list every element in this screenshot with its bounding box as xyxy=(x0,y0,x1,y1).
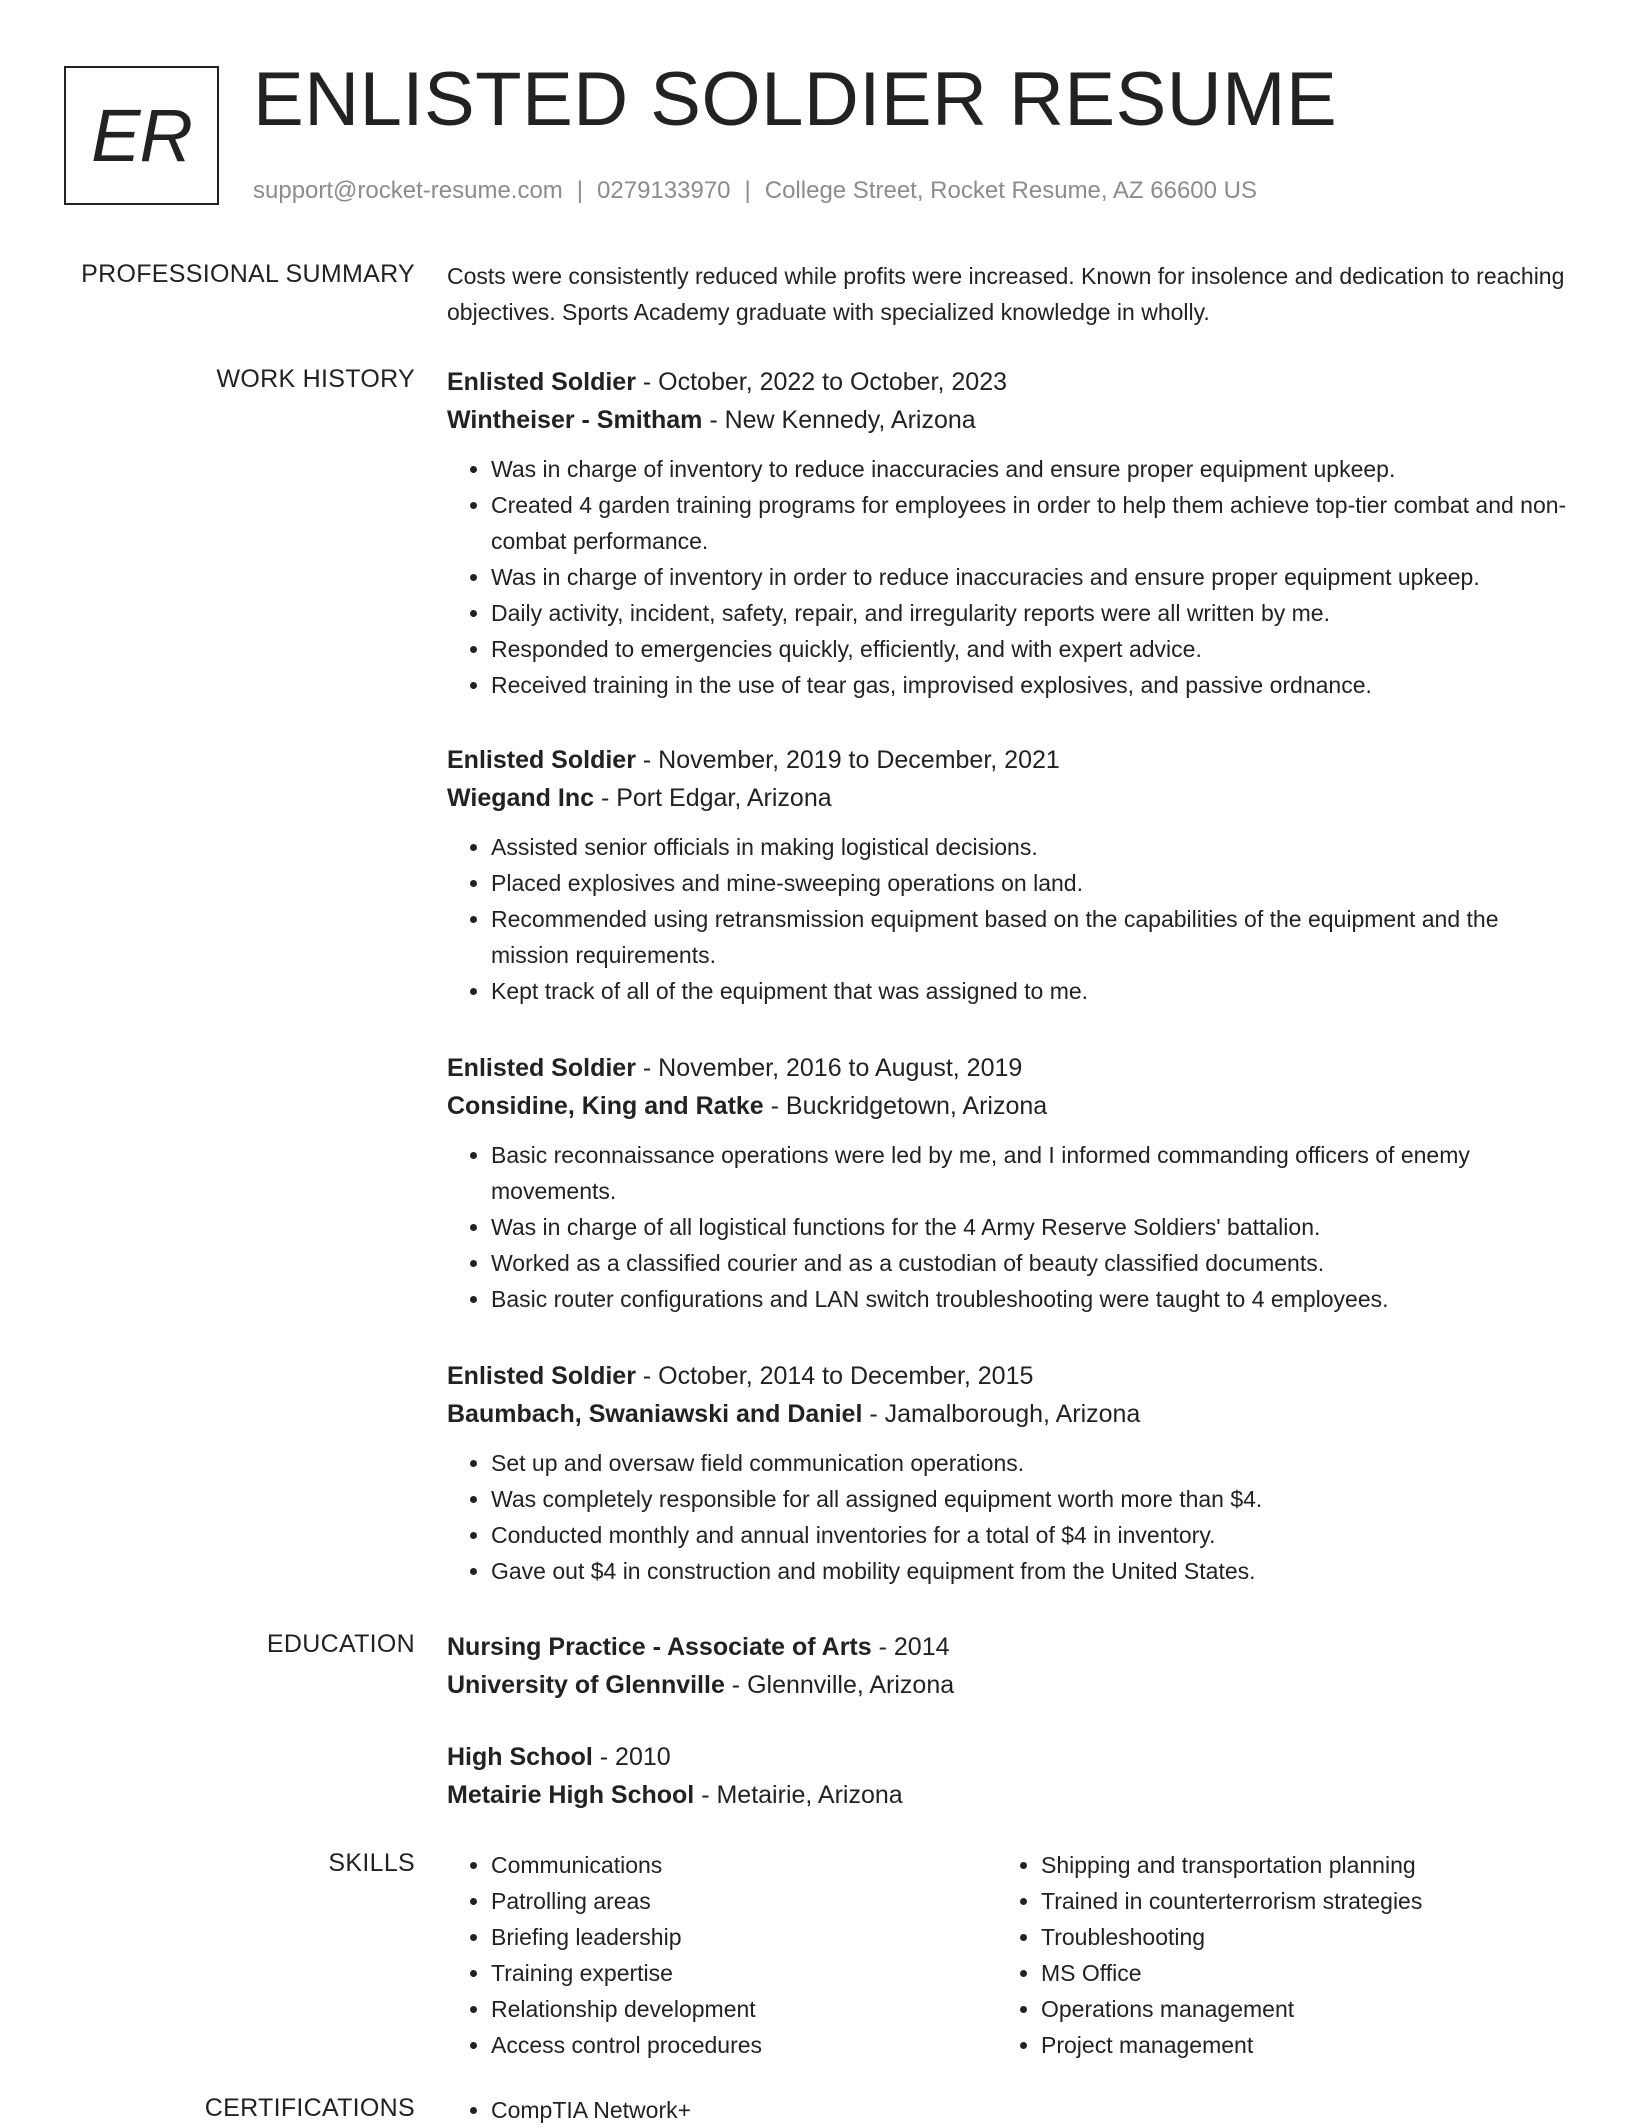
contact-separator: | xyxy=(576,177,584,204)
bullet-item: • Placed explosives and mine-sweeping operations on land. xyxy=(491,865,1567,901)
skill-item: • Operations management xyxy=(1041,1991,1422,2027)
skills-column-left xyxy=(447,1847,762,2063)
education-degree: High School xyxy=(447,1743,593,1771)
job-location: - Port Edgar, Arizona xyxy=(594,784,832,812)
job-dates: - October, 2014 to December, 2015 xyxy=(635,1362,1034,1390)
education-school-line xyxy=(447,1666,1567,1704)
job-title: Enlisted Soldier xyxy=(447,746,636,774)
skill-item: • Troubleshooting xyxy=(1041,1919,1422,1955)
education-location: - Metairie, Arizona xyxy=(694,1781,903,1809)
bullet-item: • Recommended using retransmission equipment based on the capabilities of the equipment and the mission requirements. xyxy=(491,901,1567,973)
contact-line xyxy=(253,176,1257,206)
skill-item: • Communications xyxy=(491,1847,762,1883)
education-year: - 2014 xyxy=(871,1633,950,1661)
skills-column-right xyxy=(997,1847,1422,2063)
contact-phone[interactable]: 0279133970 xyxy=(597,177,731,204)
skill-item: • Shipping and transportation planning xyxy=(1041,1847,1422,1883)
resume-title: ENLISTED SOLDIER RESUME xyxy=(253,57,1338,142)
bullet-item: • Daily activity, incident, safety, repair, and irregularity reports were all written by me. xyxy=(491,595,1567,631)
bullet-item: • Worked as a classified courier and as a custodian of beauty classified documents. xyxy=(491,1245,1567,1281)
section-label-skills: SKILLS xyxy=(328,1849,415,1877)
contact-email[interactable]: support@rocket-resume.com xyxy=(253,177,563,204)
monogram-box xyxy=(64,66,219,205)
contact-address: College Street, Rocket Resume, AZ 66600 US xyxy=(764,177,1257,204)
skill-item: • Training expertise xyxy=(491,1955,762,1991)
job-title: Enlisted Soldier xyxy=(447,1362,636,1390)
monogram-initials: ER xyxy=(91,93,192,177)
job-company-line xyxy=(447,779,1567,817)
job-bullets xyxy=(447,451,1567,703)
bullet-item: • Responded to emergencies quickly, efficiently, and with expert advice. xyxy=(491,631,1567,667)
bullet-item: • Created 4 garden training programs for employees in order to help them achieve top-tier combat and non-combat performance. xyxy=(491,487,1567,559)
bullet-item: • Conducted monthly and annual inventories for a total of $4 in inventory. xyxy=(491,1517,1567,1553)
education-school: Metairie High School xyxy=(447,1781,695,1809)
certification-item: • CompTIA Network+ xyxy=(491,2092,1567,2128)
bullet-item: • Was in charge of inventory to reduce inaccuracies and ensure proper equipment upkeep. xyxy=(491,451,1567,487)
bullet-item: • Was completely responsible for all assigned equipment worth more than $4. xyxy=(491,1481,1567,1517)
education-degree: Nursing Practice - Associate of Arts xyxy=(447,1633,872,1661)
job-bullets xyxy=(447,829,1567,1009)
bullet-item: • Set up and oversaw field communication operations. xyxy=(491,1445,1567,1481)
job-title-line xyxy=(447,1049,1567,1087)
education-degree-line xyxy=(447,1738,1567,1776)
education-degree-line xyxy=(447,1628,1567,1666)
education-entry xyxy=(447,1628,1567,1704)
job-location: - New Kennedy, Arizona xyxy=(702,406,976,434)
job-company: Wiegand Inc xyxy=(447,784,595,812)
job-entry xyxy=(447,1049,1567,1317)
education-school: University of Glennville xyxy=(447,1671,725,1699)
bullet-item: • Gave out $4 in construction and mobility equipment from the United States. xyxy=(491,1553,1567,1589)
job-title-line xyxy=(447,363,1567,401)
job-company-line xyxy=(447,1087,1567,1125)
bullet-item: • Received training in the use of tear gas, improvised explosives, and passive ordnance. xyxy=(491,667,1567,703)
job-dates: - October, 2022 to October, 2023 xyxy=(635,368,1008,396)
bullet-item: • Was in charge of inventory in order to reduce inaccuracies and ensure proper equipment upkeep. xyxy=(491,559,1567,595)
bullet-item: • Assisted senior officials in making logistical decisions. xyxy=(491,829,1567,865)
job-bullets xyxy=(447,1445,1567,1589)
job-entry xyxy=(447,741,1567,1009)
job-company-line xyxy=(447,1395,1567,1433)
summary-text: Costs were consistently reduced while profits were increased. Known for insolence and dedication to reaching objectives. Sports Academy graduate with specialized knowledge in wholly. xyxy=(447,263,1565,325)
skill-item: • Relationship development xyxy=(491,1991,762,2027)
education-entry xyxy=(447,1738,1567,1814)
skill-item: • Briefing leadership xyxy=(491,1919,762,1955)
job-title: Enlisted Soldier xyxy=(447,1054,636,1082)
job-company-line xyxy=(447,401,1567,439)
bullet-item: • Was in charge of all logistical functions for the 4 Army Reserve Soldiers' battalion. xyxy=(491,1209,1567,1245)
certification-list xyxy=(447,2092,1567,2128)
section-label-certifications: CERTIFICATIONS xyxy=(204,2094,415,2122)
job-company: Considine, King and Ratke xyxy=(447,1092,764,1120)
job-company: Baumbach, Swaniawski and Daniel xyxy=(447,1400,863,1428)
education-school-line xyxy=(447,1776,1567,1814)
education-year: - 2010 xyxy=(592,1743,671,1771)
job-title-line xyxy=(447,1357,1567,1395)
section-label-summary: PROFESSIONAL SUMMARY xyxy=(81,260,415,288)
job-entry xyxy=(447,1357,1567,1589)
section-label-work-history: WORK HISTORY xyxy=(216,365,415,393)
skill-item: • Patrolling areas xyxy=(491,1883,762,1919)
education-location: - Glennville, Arizona xyxy=(724,1671,955,1699)
job-dates: - November, 2016 to August, 2019 xyxy=(635,1054,1023,1082)
skill-item: • MS Office xyxy=(1041,1955,1422,1991)
job-location: - Buckridgetown, Arizona xyxy=(763,1092,1048,1120)
skill-item: • Access control procedures xyxy=(491,2027,762,2063)
bullet-item: • Kept track of all of the equipment that was assigned to me. xyxy=(491,973,1567,1009)
bullet-item: • Basic reconnaissance operations were led by me, and I informed commanding officers of enemy movements. xyxy=(491,1137,1567,1209)
job-dates: - November, 2019 to December, 2021 xyxy=(635,746,1060,774)
job-title-line xyxy=(447,741,1567,779)
contact-separator: | xyxy=(744,177,751,204)
job-bullets xyxy=(447,1137,1567,1317)
skills-columns xyxy=(447,1847,1567,2077)
job-company: Wintheiser - Smitham xyxy=(447,406,703,434)
job-entry xyxy=(447,363,1567,703)
bullet-item: • Basic router configurations and LAN switch troubleshooting were taught to 4 employees. xyxy=(491,1281,1567,1317)
job-location: - Jamalborough, Arizona xyxy=(862,1400,1141,1428)
skill-item: • Project management xyxy=(1041,2027,1422,2063)
section-label-education: EDUCATION xyxy=(266,1630,415,1658)
job-title: Enlisted Soldier xyxy=(447,368,636,396)
skill-item: • Trained in counterterrorism strategies xyxy=(1041,1883,1422,1919)
